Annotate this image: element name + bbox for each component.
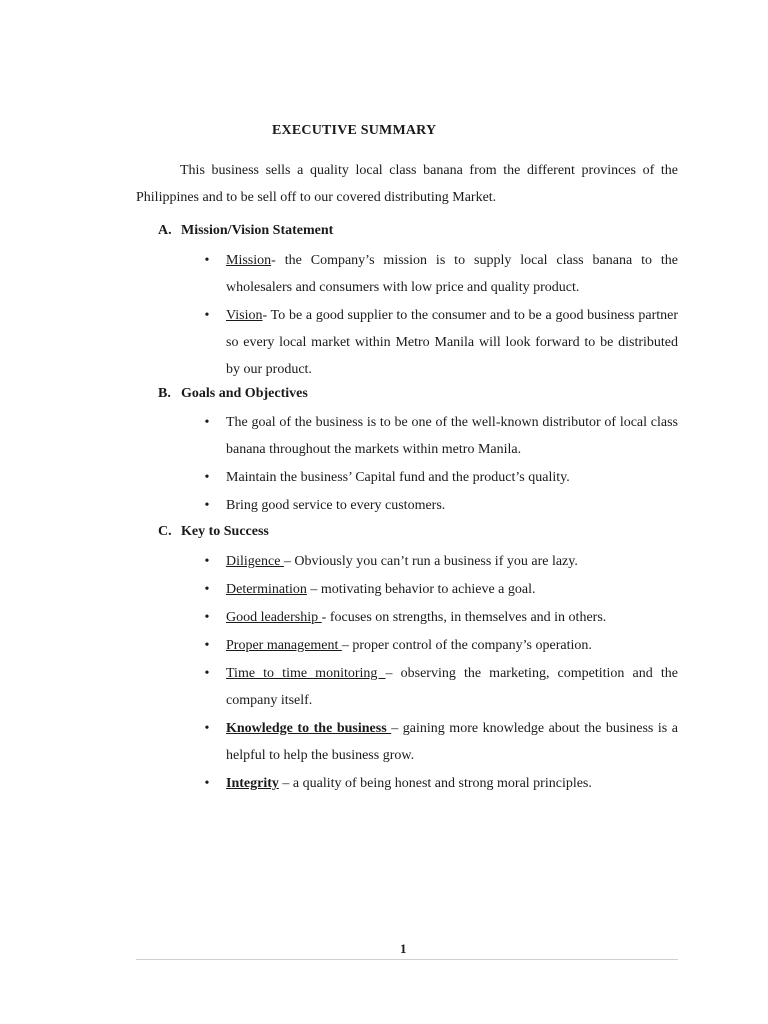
key-to-success-list xyxy=(200,548,678,798)
list-item xyxy=(200,492,678,519)
bullet-icon: • xyxy=(204,721,210,736)
item-text: Maintain the business’ Capital fund and the product’s quality. xyxy=(226,470,570,485)
bullet-icon: • xyxy=(204,582,210,597)
section-letter: B. xyxy=(158,386,171,401)
bullet-icon: • xyxy=(204,253,210,268)
bullet-icon: • xyxy=(204,666,210,681)
item-term: Integrity xyxy=(226,776,279,791)
item-text: – proper control of the company’s operation. xyxy=(341,638,592,653)
item-text: - focuses on strengths, in themselves and in others. xyxy=(321,610,607,625)
section-heading-mission-vision xyxy=(158,223,333,239)
item-term: Time to time monitoring xyxy=(226,666,386,681)
item-text: – observing the marketing, competition and the company itself. xyxy=(226,666,678,708)
list-item xyxy=(200,632,678,659)
footer-divider xyxy=(136,959,678,960)
bullet-icon: • xyxy=(204,308,210,323)
list-item xyxy=(200,464,678,491)
list-item xyxy=(200,660,678,714)
goals-list xyxy=(200,409,678,520)
list-item xyxy=(200,715,678,769)
section-heading-key-to-success xyxy=(158,524,269,540)
bullet-icon: • xyxy=(204,498,210,513)
item-text: The goal of the business is to be one of the well-known distributor of local class banana throughout the markets within metro Manila. xyxy=(226,415,678,457)
page-number: 1 xyxy=(400,941,407,956)
section-heading-goals xyxy=(158,386,308,402)
item-text: – a quality of being honest and strong moral principles. xyxy=(278,776,592,791)
list-item xyxy=(200,576,678,603)
item-term: Mission xyxy=(226,253,272,268)
list-item xyxy=(200,770,678,797)
intro-paragraph: This business sells a quality local class banana from the different provinces of the Philippines and to be sell off to our covered distributing Market. xyxy=(136,163,678,205)
bullet-icon: • xyxy=(204,554,210,569)
section-title: Key to Success xyxy=(181,524,269,539)
list-item xyxy=(200,409,678,463)
section-title: Mission/Vision Statement xyxy=(181,223,334,238)
item-text: - the Company’s mission is to supply local class banana to the wholesalers and consumers with low price and quality product. xyxy=(226,253,678,295)
section-letter: C. xyxy=(158,524,172,539)
list-item xyxy=(200,302,678,383)
bullet-icon: • xyxy=(204,610,210,625)
item-term: Good leadership xyxy=(226,610,322,625)
page-title: EXECUTIVE SUMMARY xyxy=(272,123,437,138)
bullet-icon: • xyxy=(204,470,210,485)
bullet-icon: • xyxy=(204,415,210,430)
list-item xyxy=(200,247,678,301)
item-text: - To be a good supplier to the consumer and to be a good business partner so every local market within Metro Manila will look forward to be distributed by our product. xyxy=(226,308,678,377)
list-item xyxy=(200,604,678,631)
section-letter: A. xyxy=(158,223,172,238)
item-term: Determination xyxy=(226,582,307,597)
bullet-icon: • xyxy=(204,776,210,791)
item-text: – motivating behavior to achieve a goal. xyxy=(306,582,536,597)
item-term: Vision xyxy=(226,308,263,323)
mission-vision-list xyxy=(200,247,678,384)
list-item xyxy=(200,548,678,575)
item-term: Knowledge to the business xyxy=(226,721,392,736)
bullet-icon: • xyxy=(204,638,210,653)
item-text: – Obviously you can’t run a business if you are lazy. xyxy=(283,554,578,569)
item-term: Diligence xyxy=(226,554,284,569)
item-text: Bring good service to every customers. xyxy=(226,498,446,513)
item-text: – gaining more knowledge about the business is a helpful to help the business grow. xyxy=(226,721,678,763)
section-title: Goals and Objectives xyxy=(181,386,308,401)
item-term: Proper management xyxy=(226,638,342,653)
